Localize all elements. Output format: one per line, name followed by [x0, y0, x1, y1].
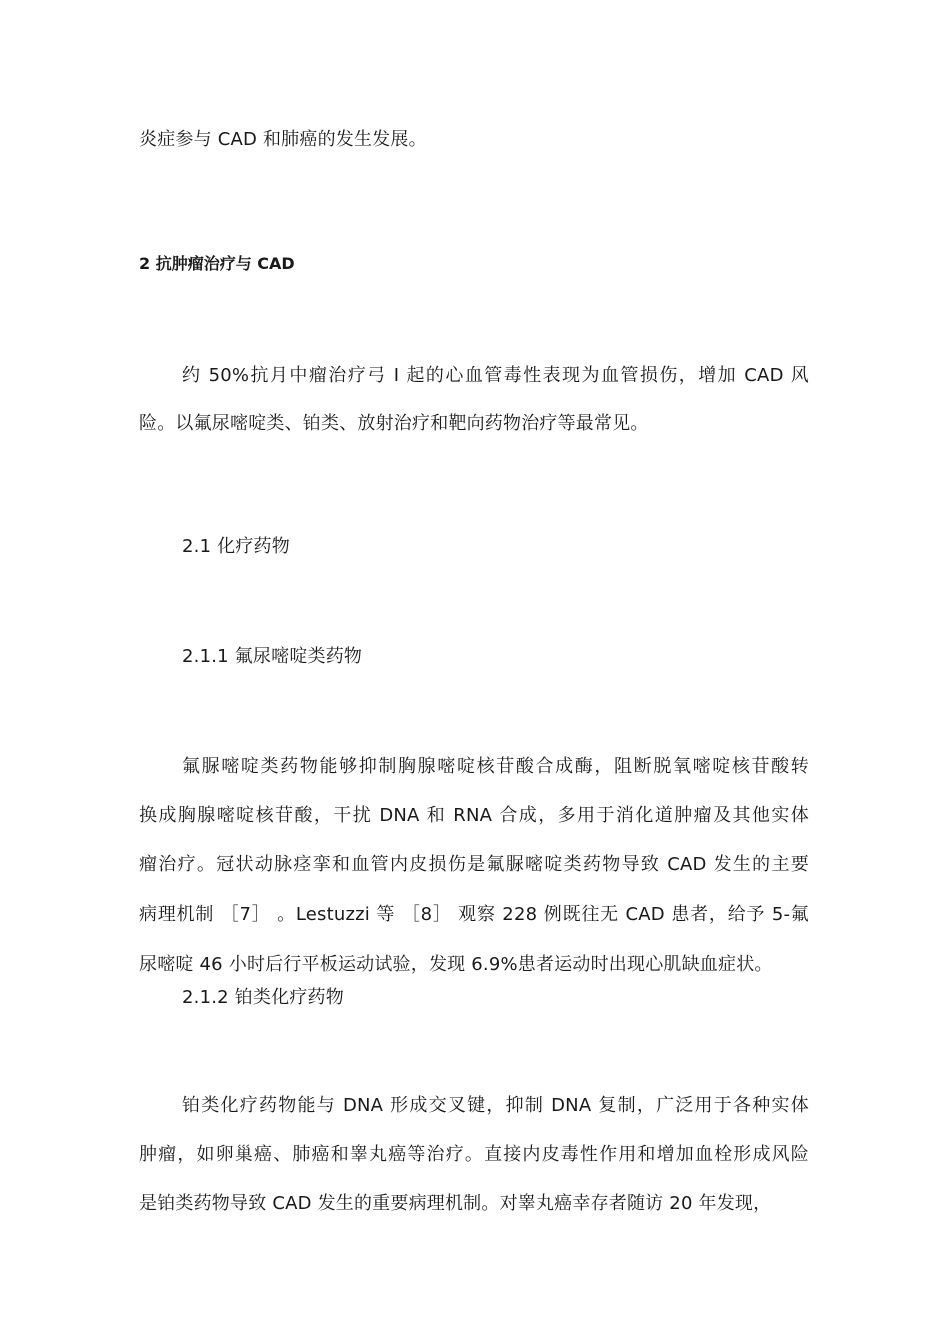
section-2-1-heading: 2.1 化疗药物: [182, 536, 290, 557]
intro-tail-line: 炎症参与 CAD 和肺癌的发生发展。: [139, 129, 427, 150]
section-2-1-1-heading: 2.1.1 氟尿嘧啶类药物: [182, 646, 363, 667]
section-2-1-1-para-line-4: 病理机制 ［7］ 。Lestuzzi 等 ［8］ 观察 228 例既往无 CAD 患者，给予 5-氟: [139, 904, 809, 925]
section-2-heading: 2 抗肿瘤治疗与 CAD: [139, 254, 295, 273]
section-2-1-1-para-line-2: 换成胸腺嘧啶核苷酸，干扰 DNA 和 RNA 合成，多用于消化道肿瘤及其他实体: [139, 805, 809, 826]
section-2-1-2-heading: 2.1.2 铂类化疗药物: [182, 987, 344, 1008]
section-2-1-1-para-line-5: 尿嘧啶 46 小时后行平板运动试验，发现 6.9%患者运动时出现心肌缺血症状。: [139, 954, 773, 975]
section-2-1-1-para-line-3: 瘤治疗。冠状动脉痉挛和血管内皮损伤是氟脲嘧啶类药物导致 CAD 发生的主要: [139, 854, 809, 875]
section-2-1-2-para-line-3: 是铂类药物导致 CAD 发生的重要病理机制。对睾丸癌幸存者随访 20 年发现，: [139, 1193, 772, 1214]
section-2-para-line-1: 约 50%抗月中瘤治疗弓 I 起的心血管毒性表现为血管损伤，增加 CAD 风: [182, 365, 809, 386]
section-2-1-2-para-line-2: 肿瘤，如卵巢癌、肺癌和睾丸癌等治疗。直接内皮毒性作用和增加血栓形成风险: [139, 1144, 809, 1165]
section-2-para-line-2: 险。以氟尿嘧啶类、铂类、放射治疗和靶向药物治疗等最常见。: [139, 413, 649, 434]
section-2-1-2-para-line-1: 铂类化疗药物能与 DNA 形成交叉键，抑制 DNA 复制，广泛用于各种实体: [182, 1095, 809, 1116]
section-2-1-1-para-line-1: 氟脲嘧啶类药物能够抑制胸腺嘧啶核苷酸合成酶，阻断脱氧嘧啶核苷酸转: [182, 756, 809, 777]
